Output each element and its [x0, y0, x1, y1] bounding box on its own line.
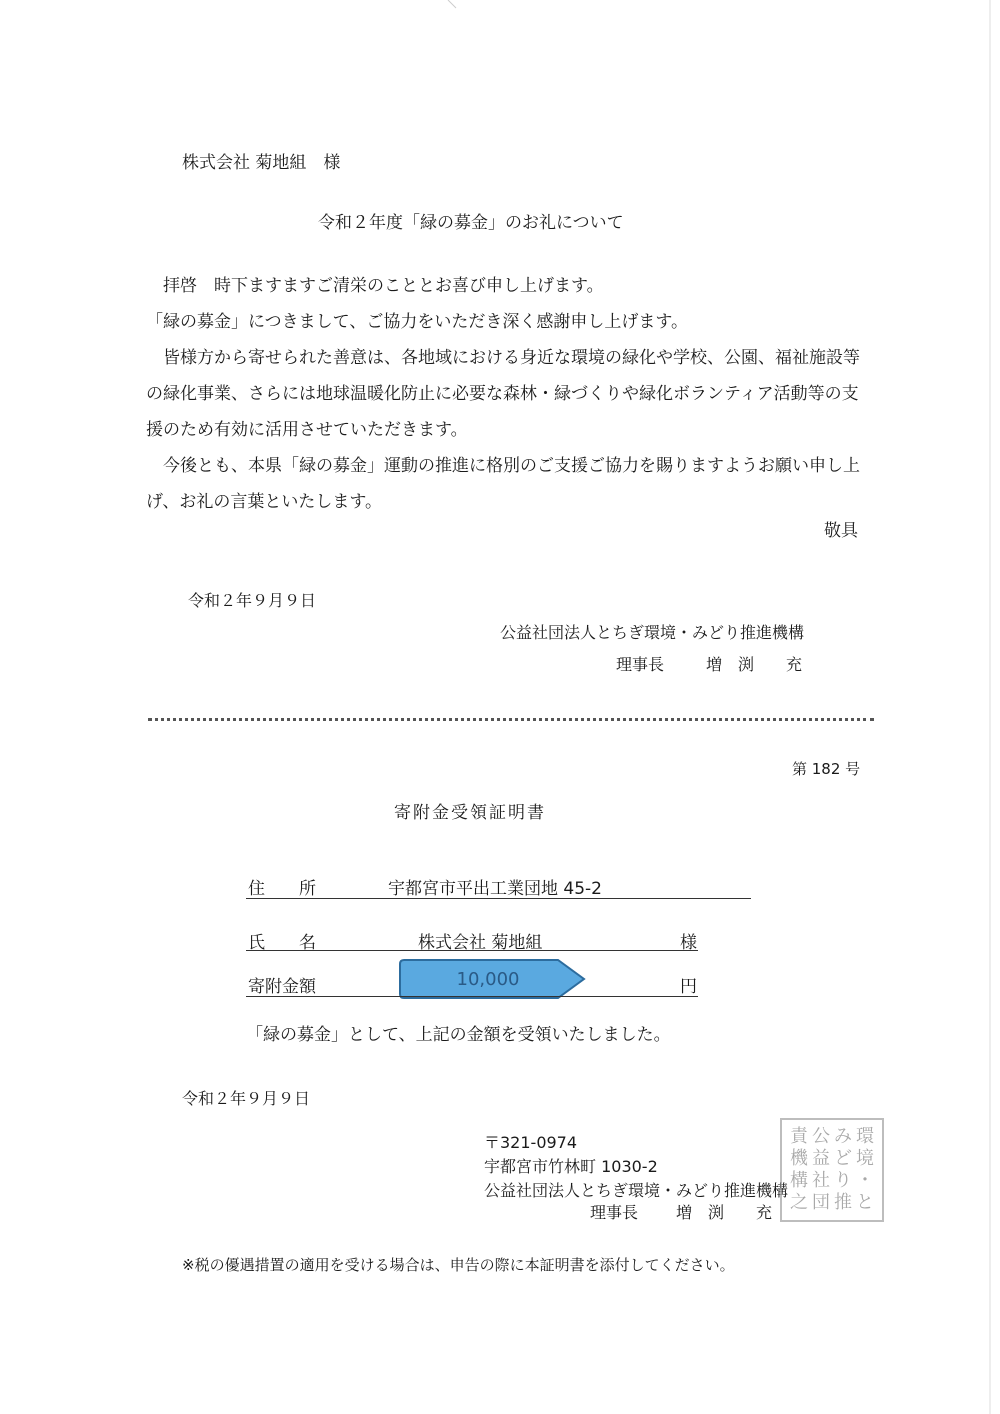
- name-value: 株式会社 菊地組: [418, 933, 543, 953]
- certificate-date: 令和２年９月９日: [182, 1089, 311, 1108]
- amount-value: 10,000: [456, 969, 520, 990]
- certificate-number: 第 182 号: [792, 760, 861, 778]
- letter-title: 令和２年度「緑の募金」のお礼について: [318, 213, 624, 233]
- receipt-statement: 「緑の募金」として、上記の金額を受領いたしました。: [246, 1025, 671, 1045]
- seal-char: 団: [812, 1192, 830, 1213]
- amount-unit: 円: [680, 977, 697, 997]
- letter-paragraph-2: 「緑の募金」につきまして、ご協力をいただき深く感謝申し上げます。: [146, 312, 688, 332]
- seal-char: と: [856, 1192, 874, 1213]
- seal-char: 構: [790, 1170, 808, 1191]
- name-suffix: 様: [680, 933, 697, 953]
- seal-char: み: [834, 1126, 852, 1147]
- seal-char: ど: [834, 1148, 852, 1169]
- letter-signer-title: 理事長: [616, 655, 665, 674]
- letter-signer-name: 増 渕 充: [706, 655, 803, 674]
- address-underline: [246, 898, 751, 899]
- official-seal: [780, 1118, 884, 1222]
- seal-char: 環: [856, 1126, 874, 1147]
- name-underline: [246, 950, 698, 951]
- issuer-address: 宇都宮市竹林町 1030-2: [484, 1157, 658, 1176]
- seal-char: 責: [790, 1126, 808, 1147]
- certificate-title: 寄附金受領証明書: [394, 803, 546, 823]
- letter-closing: 敬具: [824, 521, 858, 541]
- letter-date: 令和２年９月９日: [188, 591, 317, 610]
- seal-char: 機: [790, 1148, 808, 1169]
- seal-char: 推: [834, 1192, 852, 1213]
- amount-arrow-marker: [398, 958, 588, 1000]
- issuer-org: 公益社団法人とちぎ環境・みどり推進機構: [484, 1181, 789, 1200]
- letter-paragraph-4: 今後とも、本県「緑の募金」運動の推進に格別のご支援ご協力を賜りますようお願い申し上げ、お礼の言葉といたします。: [146, 456, 860, 512]
- seal-char: 境: [856, 1148, 874, 1169]
- tear-off-separator: [148, 718, 874, 721]
- seal-char: 益: [812, 1148, 830, 1169]
- letter-org: 公益社団法人とちぎ環境・みどり推進機構: [500, 623, 805, 642]
- seal-char: 之: [790, 1192, 808, 1213]
- amount-underline: [246, 996, 698, 997]
- amount-label: 寄附金額: [248, 977, 316, 997]
- postal-code: 〒321-0974: [484, 1133, 578, 1152]
- name-label: 氏 名: [248, 933, 316, 953]
- address-label: 住 所: [248, 879, 316, 899]
- seal-char: 公: [812, 1126, 830, 1147]
- letter-paragraph-1: 拝啓 時下ますますご清栄のこととお喜び申し上げます。: [163, 276, 604, 296]
- address-value: 宇都宮市平出工業団地 45-2: [388, 879, 602, 899]
- issuer-signer-title: 理事長: [590, 1203, 639, 1222]
- seal-char: 社: [812, 1170, 830, 1191]
- seal-char: り: [834, 1170, 852, 1191]
- issuer-signer-name: 増 渕 充: [676, 1203, 773, 1222]
- letter-paragraph-3: 皆様方から寄せられた善意は、各地域における身近な環境の緑化や学校、公園、福祉施設等の緑化事業、さらには地球温暖化防止に必要な森林・緑づくりや緑化ボランティア活動等の支援のため有効に活用させていただきます。: [146, 348, 860, 440]
- addressee: 株式会社 菊地組 様: [182, 153, 341, 173]
- tax-note: ※税の優遇措置の適用を受ける場合は、申告の際に本証明書を添付してください。: [182, 1256, 735, 1274]
- seal-char: ・: [856, 1170, 874, 1191]
